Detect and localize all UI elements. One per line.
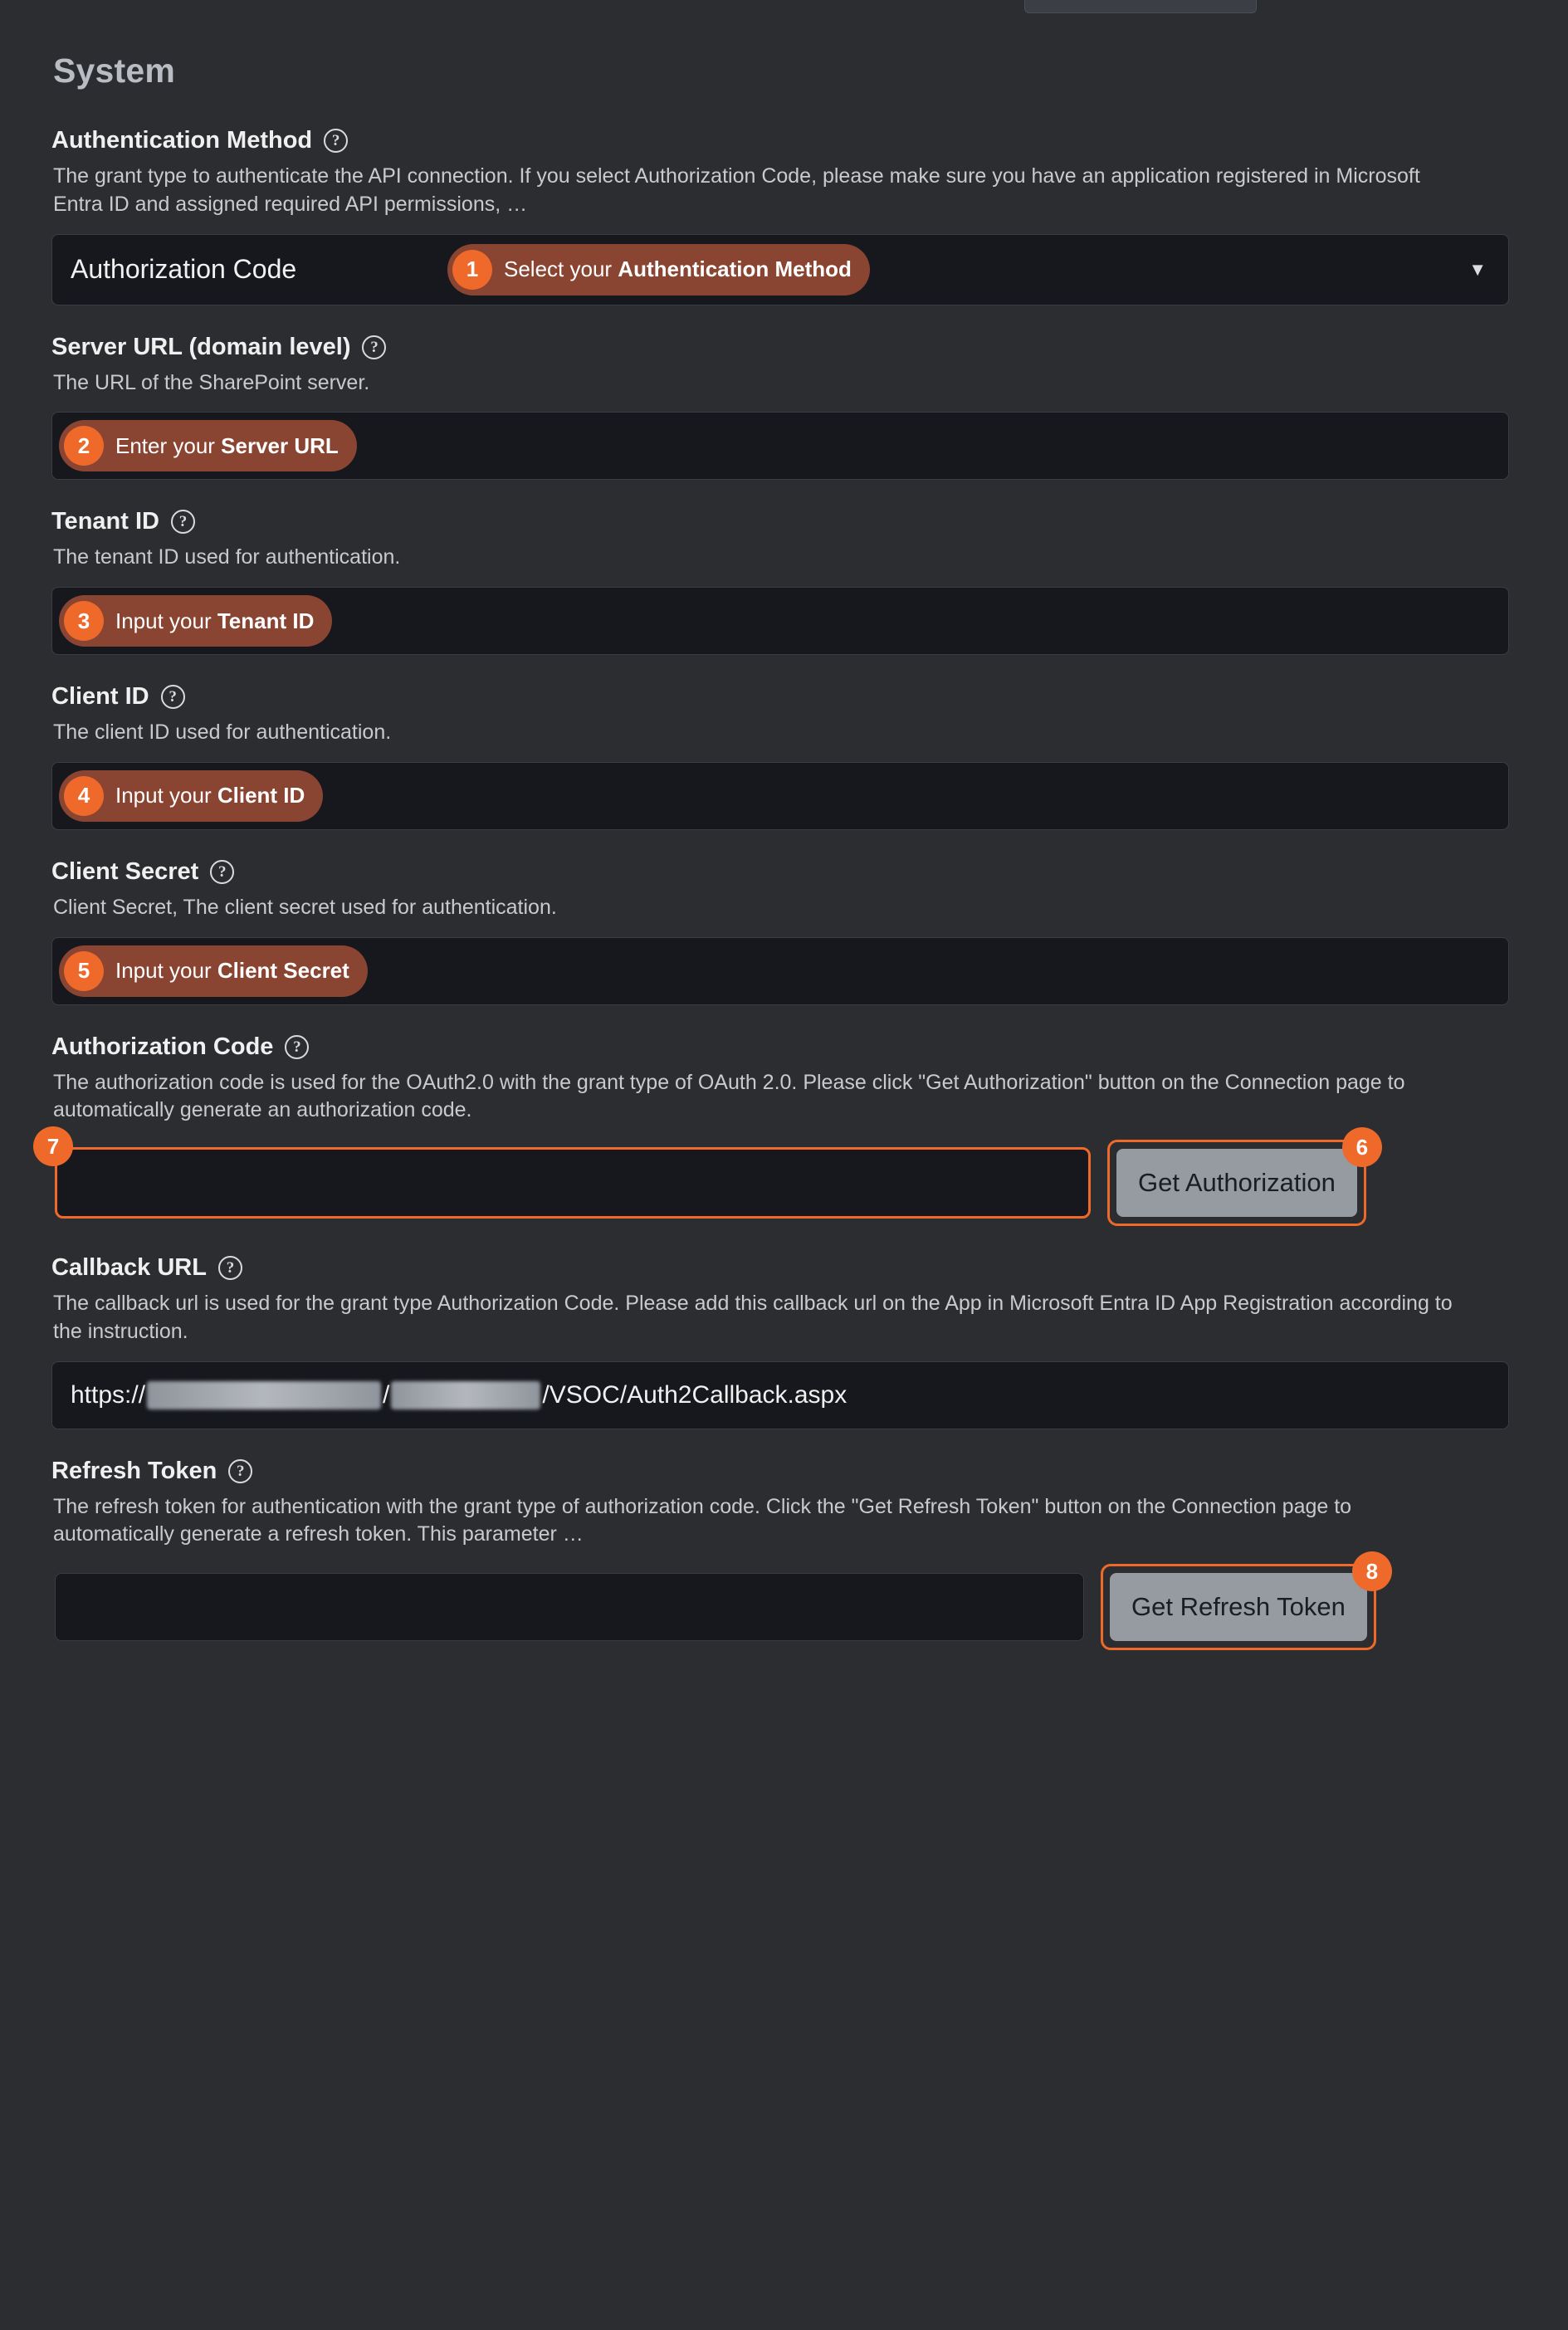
field-label-row [51, 1033, 1517, 1061]
chevron-down-icon[interactable]: ▼ [1468, 258, 1487, 280]
get-authorization-button-wrap [1107, 1134, 1369, 1226]
callout-4-number: 4 [64, 776, 104, 816]
help-circle-icon[interactable]: ? [171, 510, 195, 534]
help-circle-icon[interactable]: ? [210, 860, 234, 884]
refresh-token-description: The refresh token for authentication with the grant type of authorization code. Click the "Get Refresh Token" button on the Connection page to automatically generate a refresh token. This parameter … [53, 1494, 1352, 1546]
tenant-id-description: The tenant ID used for authentication. [53, 545, 401, 569]
badge-7: 7 [33, 1126, 73, 1166]
help-circle-icon[interactable]: ? [324, 129, 348, 153]
callback-url-separator: / [383, 1380, 390, 1409]
authentication-method-select[interactable] [51, 234, 1509, 305]
callout-1-number: 1 [452, 250, 492, 290]
callout-3 [59, 595, 332, 647]
callout-2-text: Enter your Server URL [115, 432, 339, 458]
get-refresh-token-button-wrap [1101, 1558, 1379, 1650]
callout-1 [447, 244, 870, 296]
help-circle-icon[interactable]: ? [161, 685, 185, 709]
callback-url-suffix: /VSOC/Auth2Callback.aspx [542, 1380, 848, 1409]
field-authentication-method [51, 127, 1517, 305]
tenant-id-label: Tenant ID [51, 508, 159, 535]
tenant-id-input-row [51, 587, 1517, 655]
help-circle-icon[interactable]: ? [228, 1459, 252, 1483]
server-url-input-row [51, 412, 1517, 480]
badge-8: 8 [1352, 1551, 1392, 1591]
get-authorization-button[interactable]: Get Authorization [1116, 1149, 1357, 1217]
field-client-id [51, 683, 1517, 830]
authentication-method-value: Authorization Code [71, 254, 297, 284]
field-label-row [51, 1254, 1517, 1282]
client-id-input[interactable] [51, 762, 1509, 830]
help-circle-icon[interactable]: ? [218, 1256, 242, 1280]
client-id-description: The client ID used for authentication. [53, 720, 392, 744]
top-partial-panel [1024, 0, 1257, 13]
client-secret-label: Client Secret [51, 857, 199, 885]
callback-url-label: Callback URL [51, 1254, 207, 1281]
authentication-method-description: The grant type to authenticate the API connection. If you select Authorization Code, please make sure you have an application registered in Microsoft Entra ID and assigned required API permissions, … [53, 164, 1420, 216]
help-circle-icon[interactable]: ? [362, 335, 386, 359]
client-id-input-row [51, 762, 1517, 830]
callback-url-input[interactable] [51, 1361, 1509, 1429]
callback-url-prefix: https:// [71, 1380, 146, 1409]
redacted-path [391, 1381, 540, 1409]
field-label-row [51, 508, 1517, 535]
refresh-token-input[interactable] [55, 1573, 1084, 1641]
field-client-secret [51, 858, 1517, 1005]
callout-4 [59, 770, 323, 822]
callback-url-input-row [51, 1361, 1517, 1429]
tenant-id-input[interactable] [51, 587, 1509, 655]
server-url-input[interactable] [51, 412, 1509, 480]
authorization-code-row [46, 1133, 1517, 1226]
field-label-row [51, 127, 1517, 154]
field-label-row [51, 1458, 1517, 1485]
callout-3-number: 3 [64, 601, 104, 641]
callout-1-text: Select your Authentication Method [504, 256, 852, 281]
callout-2-number: 2 [64, 426, 104, 466]
page-title: System [53, 51, 176, 90]
client-secret-description: Client Secret, The client secret used for authentication. [53, 895, 557, 919]
field-authorization-code [46, 1033, 1517, 1227]
client-secret-input[interactable] [51, 937, 1509, 1005]
authentication-method-label: Authentication Method [51, 127, 313, 154]
callout-2 [59, 420, 357, 471]
authorization-code-label: Authorization Code [51, 1033, 274, 1060]
callout-4-text: Input your Client ID [115, 783, 305, 808]
field-refresh-token [51, 1458, 1517, 1651]
authorization-code-input[interactable] [55, 1147, 1091, 1219]
redacted-host [147, 1381, 381, 1409]
callout-3-text: Input your Tenant ID [115, 608, 315, 633]
callback-url-description: The callback url is used for the grant type Authorization Code. Please add this callback url on the App in Microsoft Entra ID App Registration according to the instruction. [53, 1292, 1453, 1343]
refresh-token-label: Refresh Token [51, 1457, 217, 1484]
refresh-token-row [51, 1558, 1517, 1650]
authorization-code-description: The authorization code is used for the OAuth2.0 with the grant type of OAuth 2.0. Please click "Get Authorization" button on the Connection page to automatically generate an authorization code. [53, 1070, 1405, 1122]
field-callback-url [51, 1254, 1517, 1429]
callout-5-text: Input your Client Secret [115, 958, 349, 983]
callout-5 [59, 945, 368, 997]
help-circle-icon[interactable]: ? [285, 1035, 309, 1059]
field-tenant-id [51, 508, 1517, 655]
callout-5-number: 5 [64, 951, 104, 991]
client-secret-input-row [51, 937, 1517, 1005]
get-refresh-token-button[interactable]: Get Refresh Token [1110, 1573, 1367, 1641]
server-url-description: The URL of the SharePoint server. [53, 370, 370, 394]
authentication-method-input-row [51, 234, 1517, 305]
callback-url-value [71, 1381, 847, 1409]
field-label-row [51, 683, 1517, 711]
badge-6: 6 [1342, 1127, 1382, 1167]
field-label-row [51, 334, 1517, 361]
field-server-url [51, 334, 1517, 481]
field-label-row [51, 858, 1517, 886]
server-url-label: Server URL (domain level) [51, 333, 351, 360]
client-id-label: Client ID [51, 683, 149, 710]
